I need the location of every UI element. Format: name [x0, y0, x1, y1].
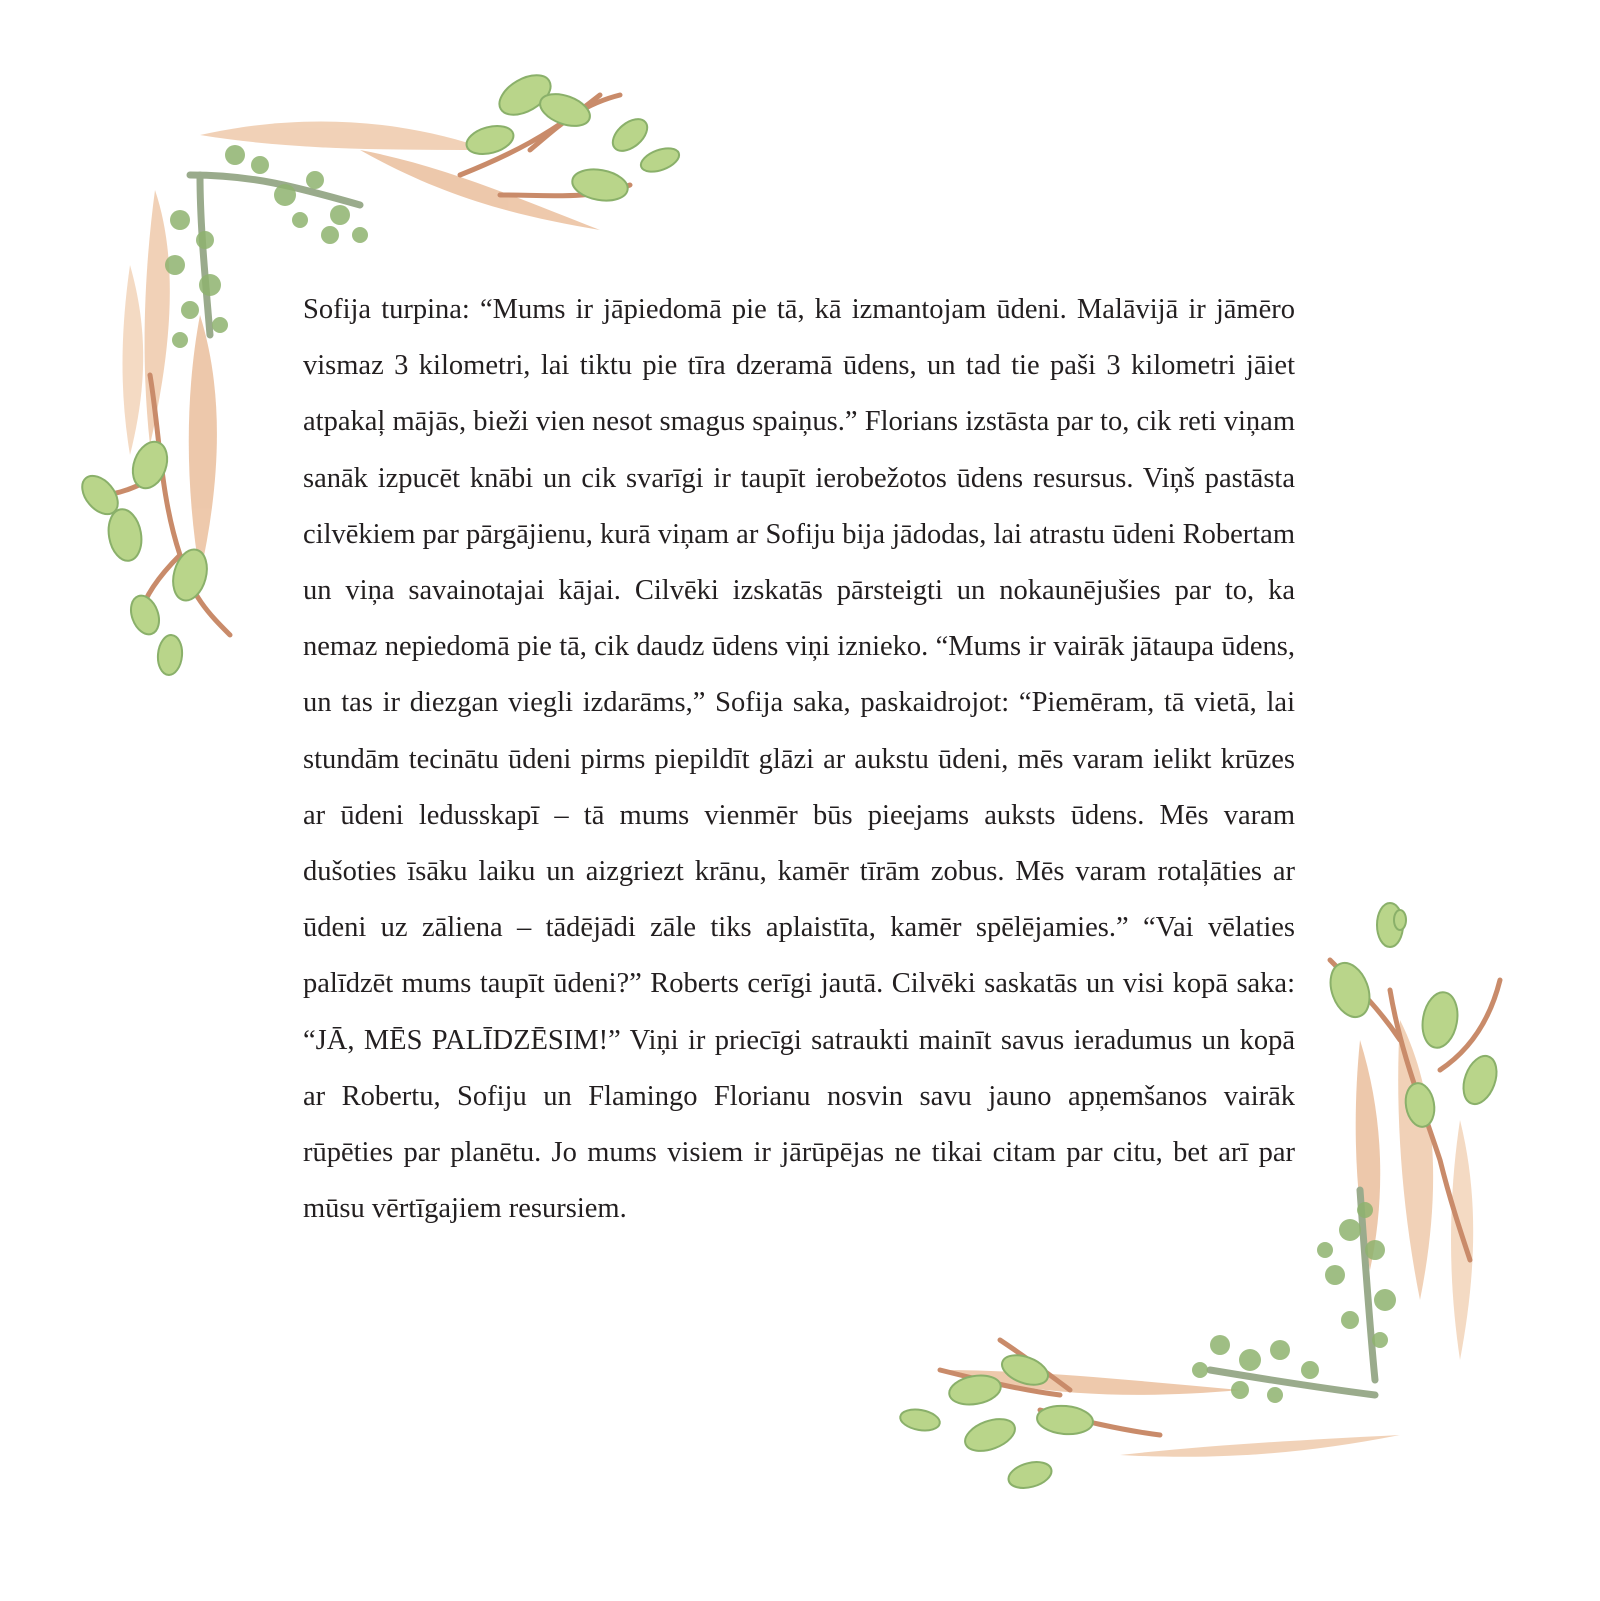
story-paragraph: Sofija turpina: “Mums ir jāpiedomā pie tā, kā izmantojam ūdeni. Malāvijā ir jāmēro vismaz 3 kilometri, lai tiktu pie tīra dzeramā ūdens, un tad tie paši 3 kilometri jāiet atpakaļ mājās, bieži vien nesot smagus spaiņus.” Florians izstāsta par to, cik reti viņam sanāk izpucēt knābi un cik svarīgi ir taupīt ierobežotos ūdens resursus. Viņš pastāsta cilvēkiem par pārgājienu, kurā viņam ar Sofiju bija jādodas, lai atrastu ūdeni Robertam un viņa savainotajai kājai. Cilvēki izskatās pārsteigti un nokaunējušies par to, ka nemaz nepiedomā pie tā, cik daudz ūdens viņi iznieko. “Mums ir vairāk jātaupa ūdens, un tas ir diezgan viegli izdarāms,” Sofija saka, paskaidrojot: “Piemēram, tā vietā, lai stundām tecinātu ūdeni pirms piepildīt glāzi ar aukstu ūdeni, mēs varam ielikt krūzes ar ūdeni ledusskapī – tā mums vienmēr būs pieejams auksts ūdens. Mēs varam dušoties īsāku laiku un aizgriezt krānu, kamēr tīrām zobus. Mēs varam rotaļāties ar ūdeni uz zāliena – tādējādi zāle tiks aplaistīta, kamēr spēlējamies.” “Vai vēlaties palīdzēt mums taupīt ūdeni?” Roberts cerīgi jautā. Cilvēki saskatās un visi kopā saka: “JĀ, MĒS PALĪDZĒSIM!” Viņi ir priecīgi satraukti mainīt savus ieradumus un kopā ar Robertu, Sofiju un Flamingo Florianu nosvin savu jauno apņemšanos vairāk rūpēties par planētu. Jo mums visiem ir jārūpējas ne tikai citam par citu, bet arī par mūsu vērtīgajiem resursiem.	[303, 294, 1295, 1225]
floral-corner-bottom-right	[880, 900, 1540, 1540]
